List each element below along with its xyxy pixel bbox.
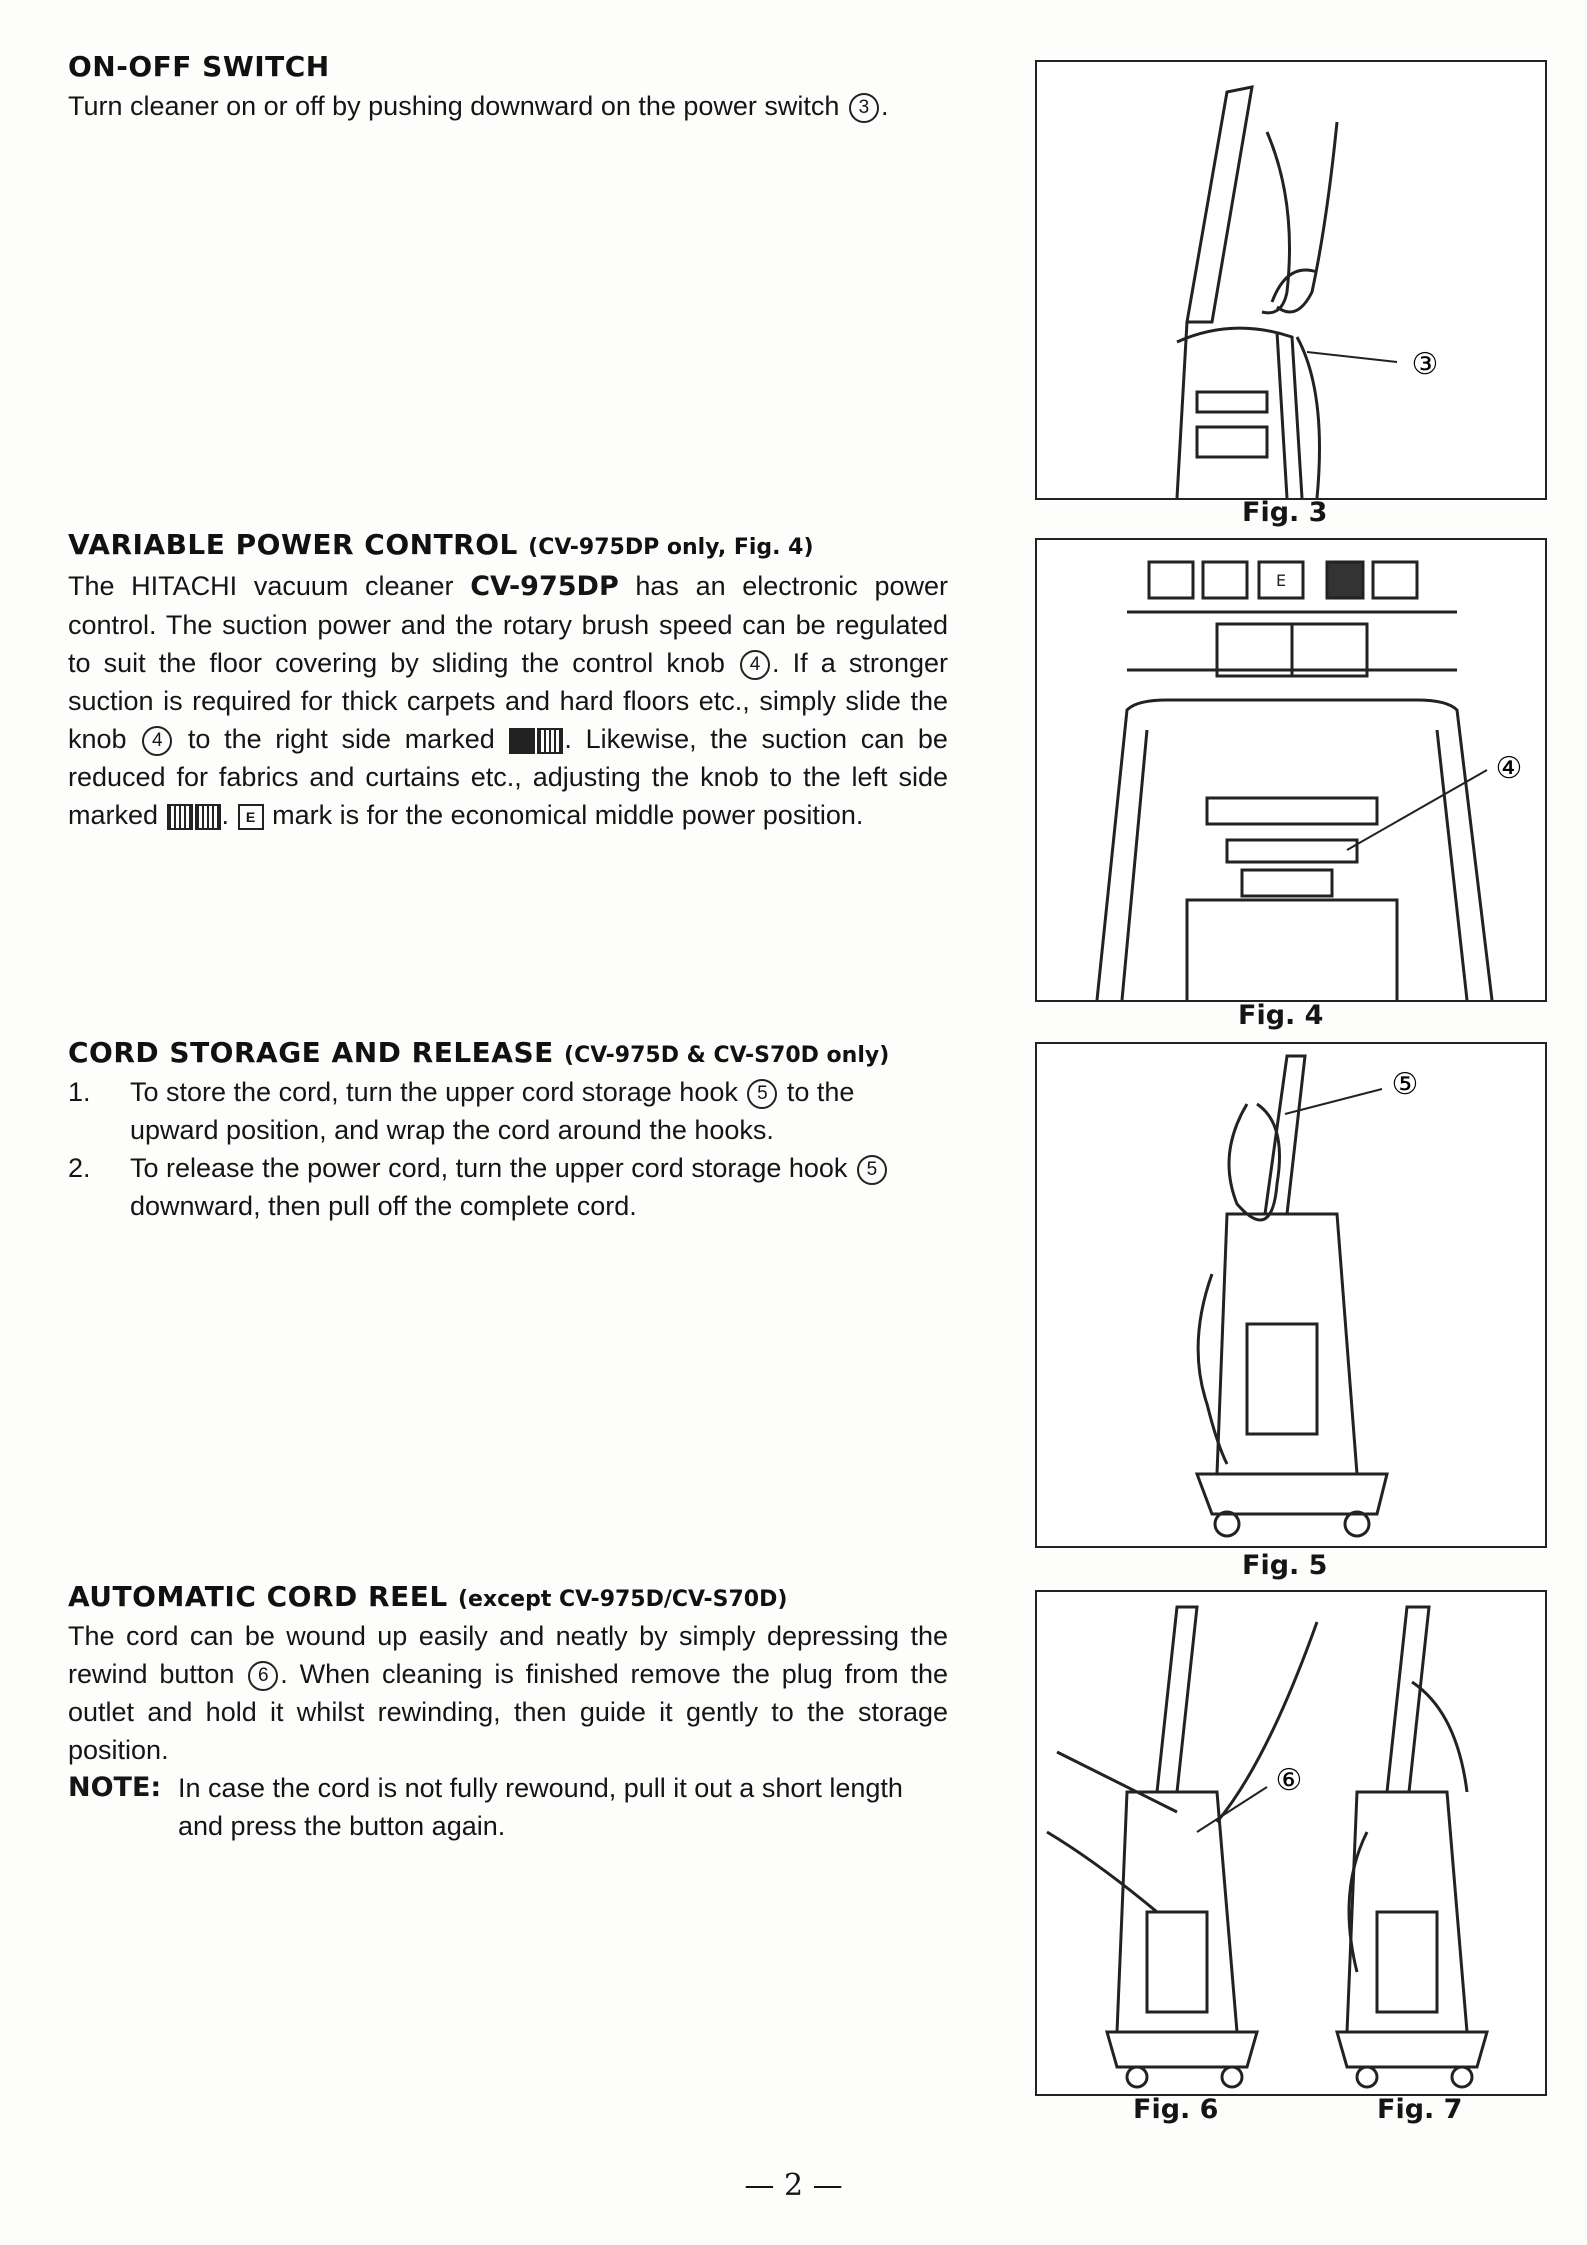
- fig6-caption: Fig. 6: [1133, 2094, 1219, 2125]
- on-off-body: [68, 87, 948, 125]
- auto-reel-text-2: . When cleaning is finished remove the plug from the outlet and hold it whilst rewinding, then guide it gently to the storage position.: [68, 1659, 948, 1765]
- fig3-caption: Fig. 3: [1242, 497, 1328, 528]
- auto-reel-title: AUTOMATIC CORD REEL: [68, 1580, 448, 1613]
- fig4-illustration: [1037, 540, 1545, 1000]
- auto-reel-text-1: The cord can be wound up easily and neatly by simply depressing the rewind button: [68, 1621, 948, 1689]
- list-text: to the upward position, and wrap the cord around the hooks.: [130, 1077, 855, 1145]
- fig3-illustration: [1037, 62, 1545, 498]
- fig4-callout: ④: [1495, 751, 1523, 786]
- fig7-caption: Fig. 7: [1377, 2094, 1463, 2125]
- ref-number-4b: 4: [142, 726, 172, 756]
- fig5-illustration: [1037, 1044, 1545, 1546]
- model-name: CV-975DP: [470, 571, 619, 602]
- variable-body: [68, 567, 948, 834]
- figure-3: [1035, 60, 1547, 500]
- list-number: 2.: [68, 1153, 91, 1183]
- list-item: [68, 1149, 948, 1225]
- list-text: To store the cord, turn the upper cord storage hook: [130, 1077, 738, 1107]
- section-on-off-switch: [68, 50, 948, 125]
- high-power-icon: [509, 728, 535, 754]
- cord-storage-list: [68, 1073, 948, 1225]
- variable-title: VARIABLE POWER CONTROL: [68, 528, 518, 561]
- variable-text-4: to the right side marked: [187, 724, 495, 754]
- curtain-icon: [195, 804, 221, 830]
- fig4-e-mark: E: [1275, 571, 1287, 590]
- cord-storage-title-note: (CV-975D & CV-S70D only): [564, 1043, 890, 1068]
- variable-title-note: (CV-975DP only, Fig. 4): [528, 535, 814, 560]
- fig5-caption: Fig. 5: [1242, 1550, 1328, 1581]
- variable-text-1: The HITACHI vacuum cleaner: [68, 571, 454, 601]
- variable-text-5: . Likewise, the suction can be reduced for fabrics and curtains etc., adjusting the knob to the left side marked: [68, 724, 948, 830]
- variable-text-2: has an electronic power control. The suction power and the rotary brush speed can be regulated to suit the floor covering by sliding the control knob: [68, 571, 948, 678]
- heading-on-off-switch: ON-OFF SWITCH: [68, 50, 330, 83]
- note-label: NOTE:: [68, 1772, 162, 1803]
- page-number: — 2 —: [744, 2168, 843, 2203]
- ref-number-5: 5: [747, 1079, 777, 1109]
- figure-6-7: [1035, 1590, 1547, 2096]
- note-block: [68, 1769, 948, 1845]
- section-variable-power: [68, 528, 948, 834]
- variable-text-6: .: [221, 800, 230, 830]
- fig4-caption: Fig. 4: [1238, 1000, 1324, 1031]
- section-auto-cord-reel: [68, 1580, 948, 1845]
- fig5-callout: ⑤: [1391, 1067, 1419, 1102]
- list-item: [68, 1073, 948, 1149]
- economy-mark-icon: E: [238, 804, 264, 830]
- ref-number-5b: 5: [857, 1155, 887, 1185]
- auto-reel-title-note: (except CV-975D/CV-S70D): [457, 1587, 788, 1612]
- ref-number-4: 4: [740, 650, 770, 680]
- cord-storage-title: CORD STORAGE AND RELEASE: [68, 1036, 554, 1069]
- figure-4: [1035, 538, 1547, 1002]
- list-number: 1.: [68, 1077, 91, 1107]
- heading-cord-storage: [68, 1036, 948, 1069]
- variable-text-7: mark is for the economical middle power position.: [272, 800, 864, 830]
- section-cord-storage: [68, 1036, 948, 1225]
- ref-number-6: 6: [248, 1661, 278, 1691]
- on-off-period: .: [880, 91, 889, 121]
- list-text: downward, then pull off the complete cord.: [130, 1191, 637, 1221]
- list-text: To release the power cord, turn the upper cord storage hook: [130, 1153, 848, 1183]
- note-text: In case the cord is not fully rewound, pull it out a short length and press the button again.: [178, 1773, 903, 1841]
- fig6-7-illustration: [1037, 1592, 1545, 2094]
- ref-number-3: 3: [849, 93, 879, 123]
- auto-reel-body: [68, 1617, 948, 1769]
- fabric-icon: [167, 804, 193, 830]
- fig3-callout: ③: [1411, 347, 1439, 382]
- variable-text-3: . If a stronger suction is required for thick carpets and hard floors etc., simply slide the knob: [68, 648, 948, 754]
- heading-variable-power: [68, 528, 948, 561]
- on-off-text: Turn cleaner on or off by pushing downward on the power switch: [68, 91, 840, 121]
- heading-auto-cord-reel: [68, 1580, 948, 1613]
- max-power-icon: [537, 728, 563, 754]
- fig6-callout: ⑥: [1275, 1763, 1303, 1798]
- figure-5: [1035, 1042, 1547, 1548]
